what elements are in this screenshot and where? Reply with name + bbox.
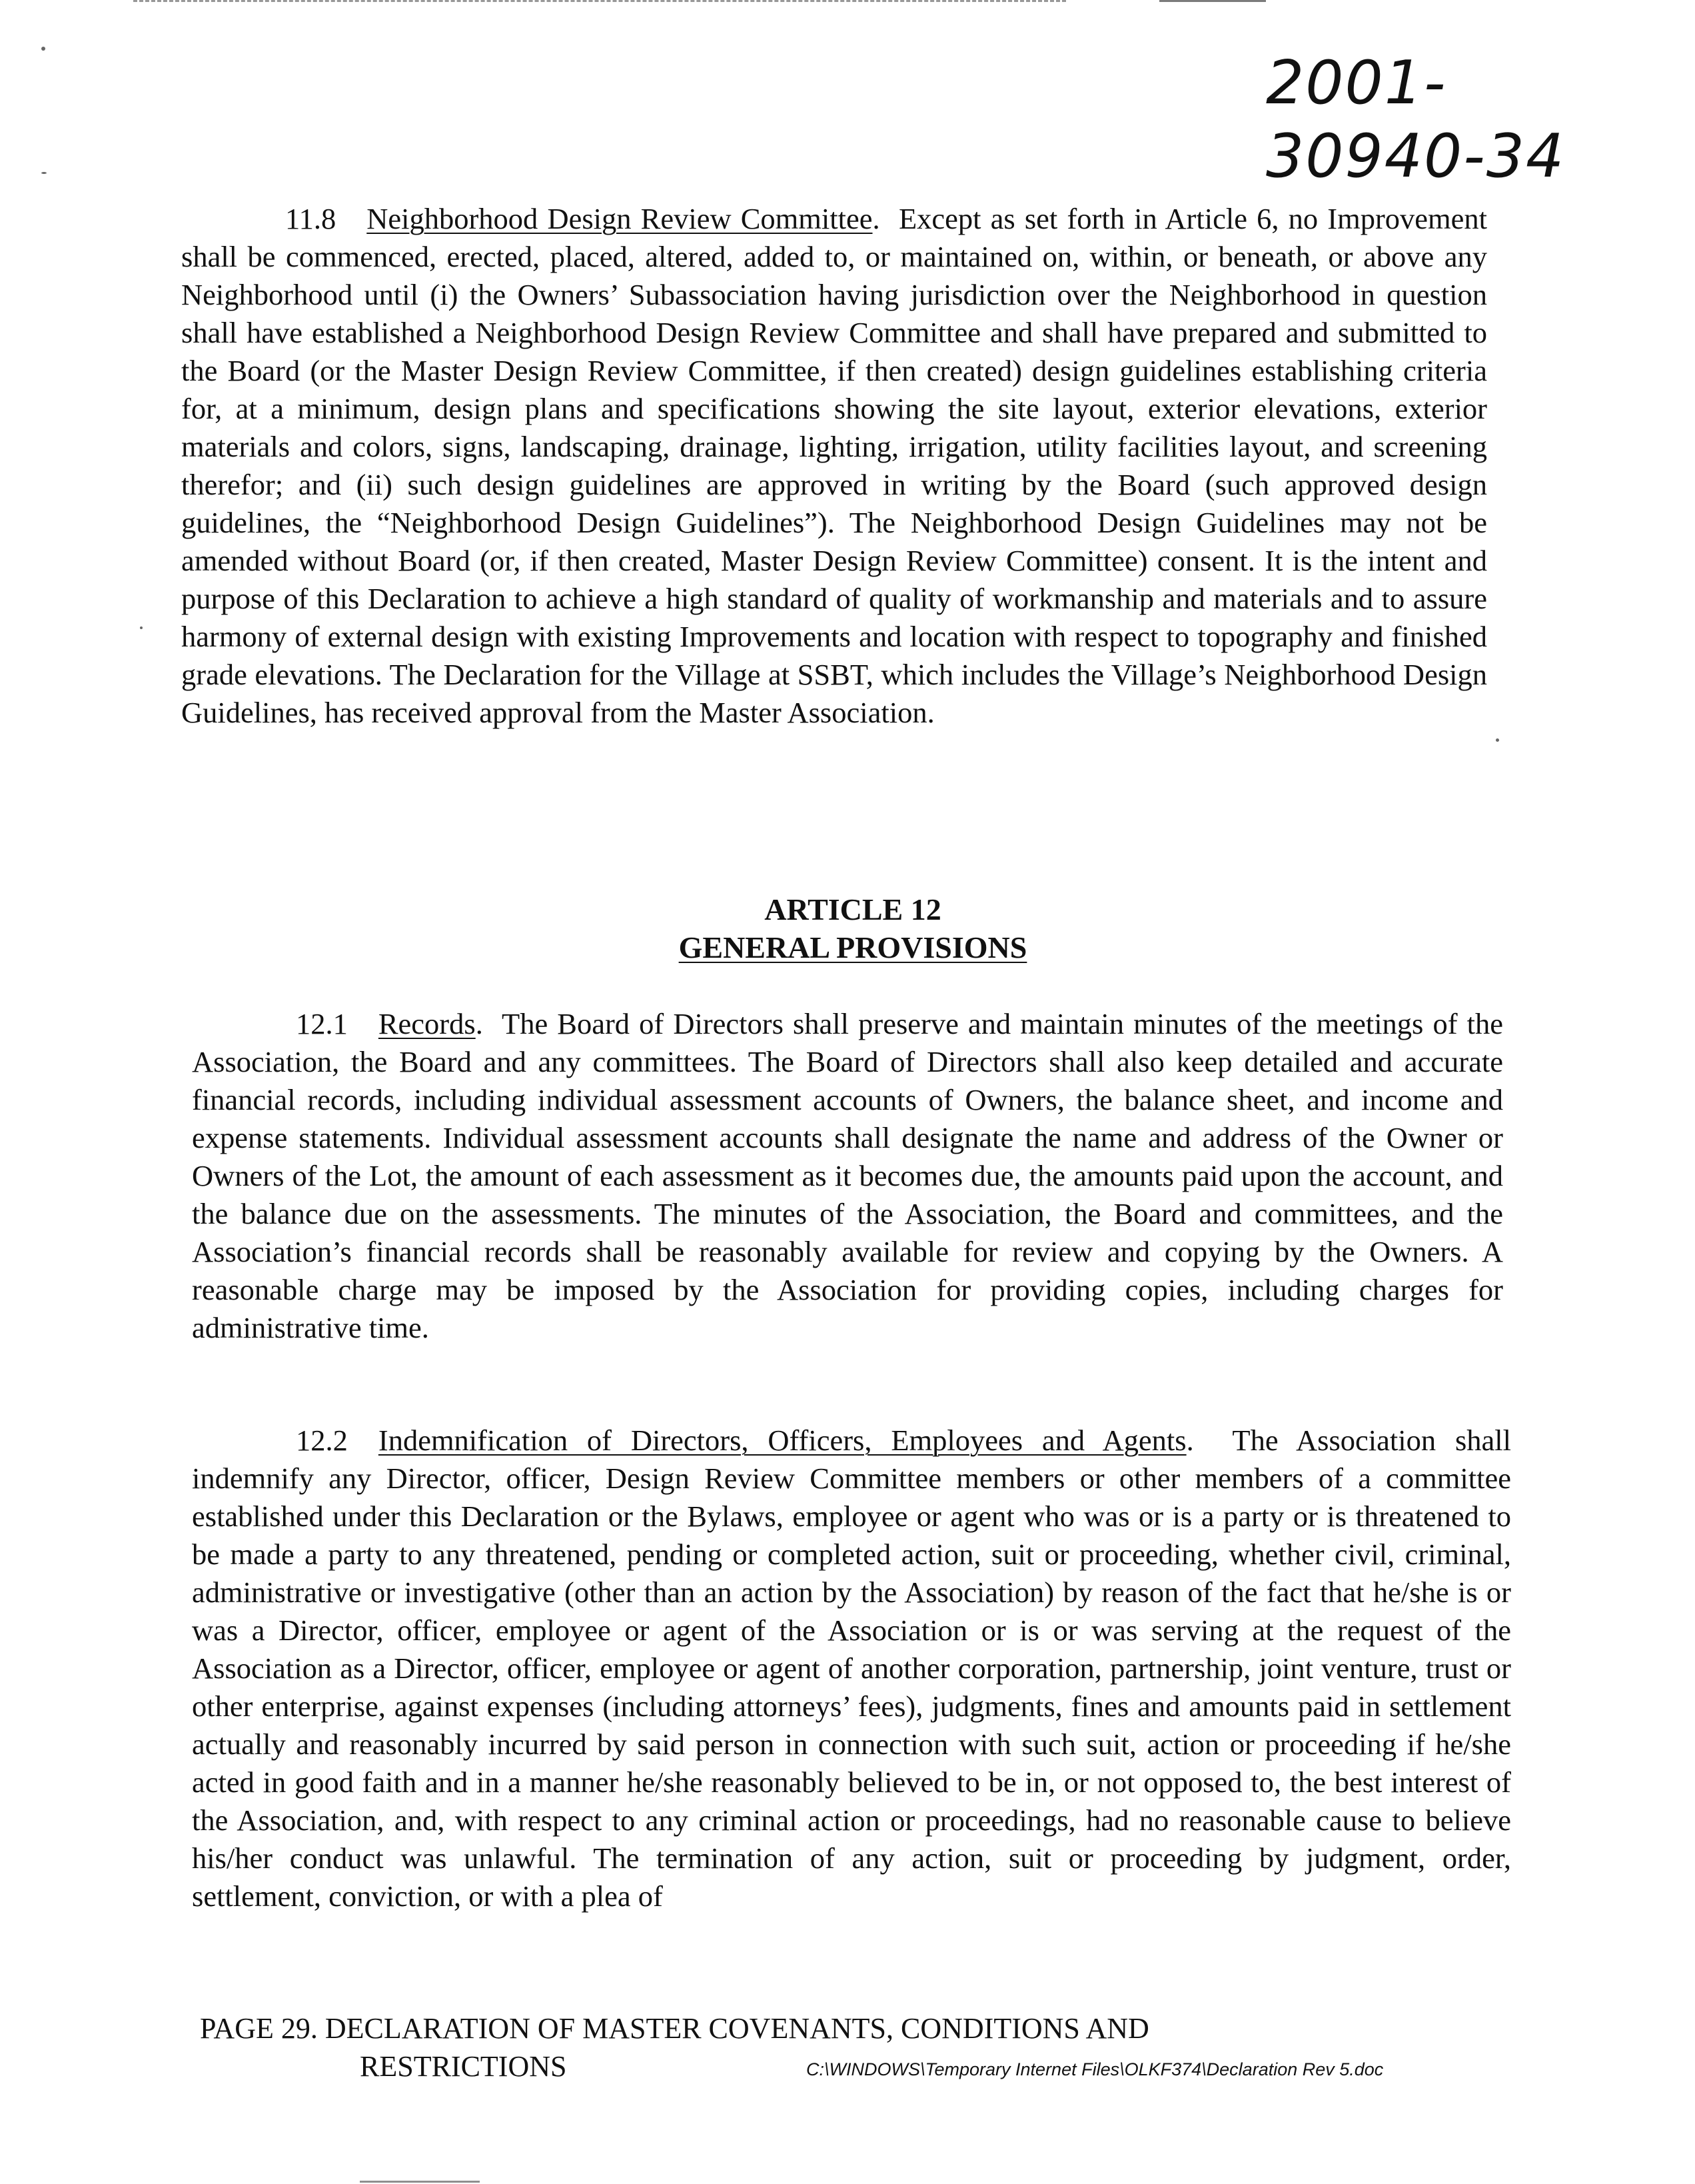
section-number: 12.1	[296, 1007, 348, 1040]
section-title: Records	[378, 1007, 476, 1040]
section-12-1: 12.1 Records. The Board of Directors shall preserve and maintain minutes of the meetings of the Association, the Board and any committees. The Board of Directors shall also keep detailed and accurate financial records, including individual assessment accounts of Owners, the balance sheet, and income and expense statements. Individual assessment accounts shall designate the name and address of the Owner or Owners of the Lot, the amount of each assessment as it becomes due, the amounts paid upon the account, and the balance due on the assessments. The minutes of the Association, the Board and committees, and the Association’s financial records shall be reasonably available for review and copying by the Owners. A reasonable charge may be imposed by the Association for providing copies, including charges for administrative time.	[192, 1007, 1504, 1344]
page-footer	[200, 2009, 1532, 2085]
scan-edge-bottom	[360, 2181, 480, 2183]
article-title-text: GENERAL PROVISIONS	[678, 930, 1027, 964]
scan-edge-top	[133, 0, 1066, 4]
section-number: 12.2	[296, 1424, 348, 1457]
section-body: The Board of Directors shall preserve and maintain minutes of the meetings of the Association, the Board and any committees. The Board of Directors shall also keep detailed and accurate financial records, including individual assessment accounts of Owners, the balance sheet, and income and expense statements. Individual assessment accounts shall designate the name and address of the Owner or Owners of the Lot, the amount of each assessment as it becomes due, the amounts paid upon the account, and the balance due on the assessments. The minutes of the Association, the Board and committees, and the Association’s financial records shall be reasonably available for review and copying by the Owners. A reasonable charge may be imposed by the Association for providing copies, including charges for administrative time.	[192, 1007, 1504, 1344]
handwritten-document-number: 2001-30940-34	[1266, 48, 1566, 191]
scan-speck	[41, 172, 47, 174]
article-number: ARTICLE 12	[764, 892, 941, 926]
section-11-8: 11.8 Neighborhood Design Review Committee. Except as set forth in Article 6, no Improvement shall be commenced, erected, placed, altered, added to, or maintained on, within, or beneath, or above any Neighborhood until (i) the Owners’ Subassociation having jurisdiction over the Neighborhood in question shall have established a Neighborhood Design Review Committee and shall have prepared and submitted to the Board (or the Master Design Review Committee, if then created) design guidelines establishing criteria for, at a minimum, design plans and specifications showing the site layout, exterior elevations, exterior materials and colors, signs, landscaping, drainage, lighting, irrigation, utility facilities layout, and screening therefor; and (ii) such design guidelines are approved in writing by the Board (such approved design guidelines, the “Neighborhood Design Guidelines”). The Neighborhood Design Guidelines may not be amended without Board (or, if then created, Master Design Review Committee) consent. It is the intent and purpose of this Declaration to achieve a high standard of quality of workmanship and materials and to assure harmony of external design with existing Improvements and location with respect to topography and finished grade elevations. The Declaration for the Village at SSBT, which includes the Village’s Neighborhood Design Guidelines, has received approval from the Master Association.	[181, 202, 1488, 729]
section-12-2: 12.2 Indemnification of Directors, Officers, Employees and Agents. The Association shall indemnify any Director, officer, Design Review Committee members or other members of a committee established under this Declaration or the Bylaws, employee or agent who was or is a party or is threatened to be made a party to any threatened, pending or completed action, suit or proceeding, whether civil, criminal, administrative or investigative (other than an action by the Association) by reason of the fact that he/she is or was a Director, officer, employee or agent of the Association or is or was serving at the request of the Association as a Director, officer, employee or agent of another corporation, partnership, joint venture, trust or other enterprise, against expenses (including attorneys’ fees), judgments, fines and amounts paid in settlement actually and reasonably incurred by said person in connection with such suit, action or proceeding if he/she acted in good faith and in a manner he/she reasonably believed to be in, or not opposed to, the best interest of the Association, and, with respect to any criminal action or proceedings, had no reasonable cause to believe his/her conduct was unlawful. The termination of any action, suit or proceeding by judgment, order, settlement, conviction, or with a plea of	[192, 1424, 1511, 1913]
scan-speck	[41, 47, 45, 51]
article-title	[187, 928, 1519, 966]
section-body: Except as set forth in Article 6, no Improvement shall be commenced, erected, placed, altered, added to, or maintained on, within, or beneath, or above any Neighborhood until (i) the Owners’ Subassociation having jurisdiction over the Neighborhood in question shall have established a Neighborhood Design Review Committee and shall have prepared and submitted to the Board (or the Master Design Review Committee, if then created) design guidelines establishing criteria for, at a minimum, design plans and specifications showing the site layout, exterior elevations, exterior materials and colors, signs, landscaping, drainage, lighting, irrigation, utility facilities layout, and screening therefor; and (ii) such design guidelines are approved in writing by the Board (such approved design guidelines, the “Neighborhood Design Guidelines”). The Neighborhood Design Guidelines may not be amended without Board (or, if then created, Master Design Review Committee) consent. It is the intent and purpose of this Declaration to achieve a high standard of quality of workmanship and materials and to assure harmony of external design with existing Improvements and location with respect to topography and finished grade elevations. The Declaration for the Village at SSBT, which includes the Village’s Neighborhood Design Guidelines, has received approval from the Master Association.	[181, 202, 1488, 729]
section-number: 11.8	[285, 202, 336, 235]
scan-edge-top-mark	[1159, 0, 1266, 2]
section-title: Neighborhood Design Review Committee	[366, 202, 873, 235]
footer-line-1: PAGE 29. DECLARATION OF MASTER COVENANTS, CONDITIONS AND	[200, 2012, 1149, 2045]
footer-file-path: C:\WINDOWS\Temporary Internet Files\OLKF374\Declaration Rev 5.doc	[806, 2059, 1384, 2079]
section-title: Indemnification of Directors, Officers, Employees and Agents	[378, 1424, 1187, 1457]
footer-line-2: RESTRICTIONS	[360, 2050, 567, 2083]
scan-speck	[1496, 738, 1499, 742]
scan-speck	[140, 626, 143, 629]
section-body: The Association shall indemnify any Director, officer, Design Review Committee members or other members of a committee established under this Declaration or the Bylaws, employee or agent who was or is a party or is threatened to be made a party to any threatened, pending or completed action, suit or proceeding, whether civil, criminal, administrative or investigative (other than an action by the Association) by reason of the fact that he/she is or was a Director, officer, employee or agent of the Association or is or was serving at the request of the Association as a Director, officer, employee or agent of another corporation, partnership, joint venture, trust or other enterprise, against expenses (including attorneys’ fees), judgments, fines and amounts paid in settlement actually and reasonably incurred by said person in connection with such suit, action or proceeding if he/she acted in good faith and in a manner he/she reasonably believed to be in, or not opposed to, the best interest of the Association, and, with respect to any criminal action or proceedings, had no reasonable cause to believe his/her conduct was unlawful. The termination of any action, suit or proceeding by judgment, order, settlement, conviction, or with a plea of	[192, 1424, 1511, 1913]
